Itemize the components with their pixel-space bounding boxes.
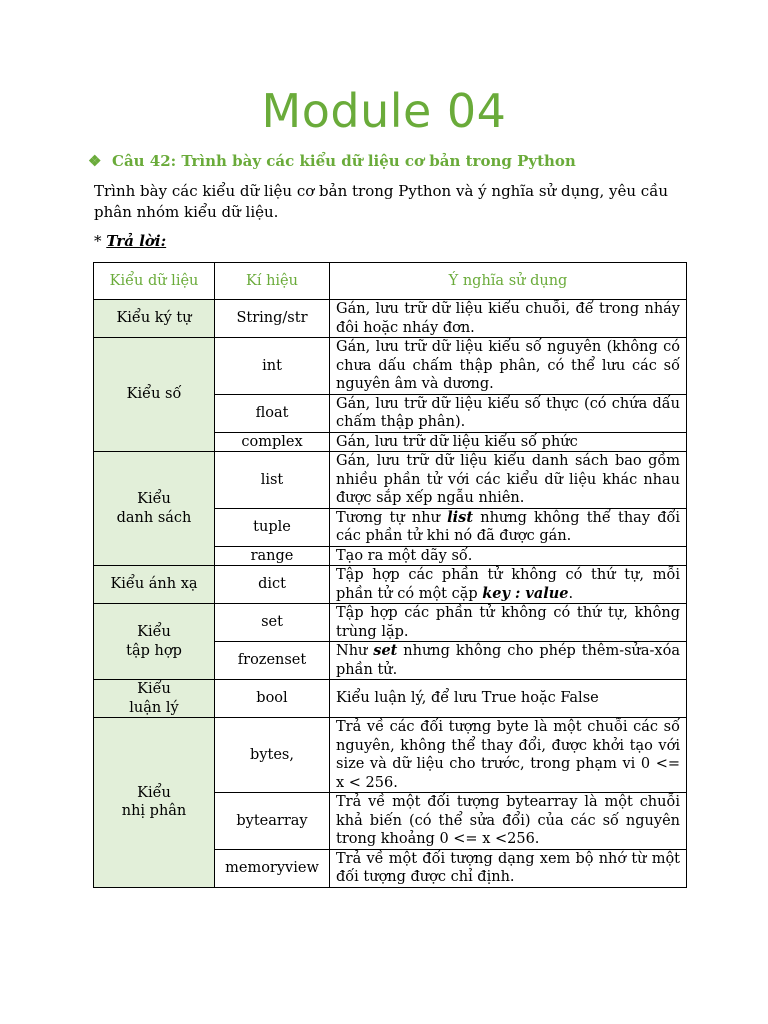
question-heading: [88, 152, 576, 170]
cat-binary-line2: nhị phân: [121, 803, 187, 820]
diamond-bullet-icon: ❖: [88, 152, 102, 170]
cat-set-line2: tập hợp: [126, 642, 182, 659]
table-row: [94, 566, 687, 604]
table-row: [94, 452, 687, 509]
header-meaning: Ý nghĩa sử dụng: [330, 263, 687, 300]
table-row: [94, 604, 687, 642]
table-header-row: [94, 263, 687, 300]
meaning-cell: Gán, lưu trữ dữ liệu kiểu số thực (có chứa dấu chấm thập phân).: [330, 394, 687, 432]
cat-binary: [94, 718, 215, 888]
cat-list-line1: Kiểu: [137, 491, 171, 507]
meaning-cell: Trả về các đối tượng byte là một chuỗi các số nguyên, không thể thay đổi, được khởi tạo với size và dữ liệu cho trước, trong phạm vi 0 <= x < 256.: [330, 718, 687, 793]
header-symbol: Kí hiệu: [215, 263, 330, 300]
question-text: Câu 42: Trình bày các kiểu dữ liệu cơ bản trong Python: [112, 152, 576, 170]
meaning-text: nhưng không cho phép thêm-sửa-xóa phần tử.: [336, 643, 680, 678]
meaning-cell: Tạo ra một dãy số.: [330, 546, 687, 566]
symbol-cell: set: [215, 604, 330, 642]
symbol-cell: tuple: [215, 508, 330, 546]
meaning-text: nhưng không thể thay đổi các phần tử khi nó đã được gán.: [336, 509, 680, 544]
meaning-cell: Gán, lưu trữ dữ liệu kiểu số phức: [330, 432, 687, 452]
module-title: Module 04: [261, 84, 507, 138]
symbol-cell: String/str: [215, 300, 330, 338]
meaning-cell: [330, 566, 687, 604]
symbol-cell: bool: [215, 680, 330, 718]
cat-str: Kiểu ký tự: [94, 300, 215, 338]
answer-heading: Trả lời:: [106, 232, 167, 250]
cat-map: Kiểu ánh xạ: [94, 566, 215, 604]
meaning-cell: Trả về một đối tượng dạng xem bộ nhớ từ một đối tượng được chỉ định.: [330, 849, 687, 887]
meaning-cell: [330, 642, 687, 680]
table-row: [94, 718, 687, 793]
data-types-table: [93, 262, 687, 888]
table-row: [94, 680, 687, 718]
symbol-cell: bytes,: [215, 718, 330, 793]
table-row: [94, 300, 687, 338]
meaning-cell: Gán, lưu trữ dữ liệu kiểu chuỗi, để trong nháy đôi hoặc nháy đơn.: [330, 300, 687, 338]
meaning-text: .: [568, 585, 574, 602]
symbol-cell: bytearray: [215, 793, 330, 850]
header-type: Kiểu dữ liệu: [94, 263, 215, 300]
meaning-emphasis: key : value: [482, 584, 569, 602]
meaning-cell: [330, 508, 687, 546]
cat-list-line2: danh sách: [116, 509, 192, 526]
meaning-cell: Gán, lưu trữ dữ liệu kiểu số nguyên (không có chưa dấu chấm thập phân, có thể lưu các số nguyên âm và dương.: [330, 338, 687, 395]
meaning-text: Tương tự như: [336, 509, 448, 526]
meaning-emphasis: list: [447, 508, 474, 526]
symbol-cell: dict: [215, 566, 330, 604]
symbol-cell: float: [215, 394, 330, 432]
cat-bool: [94, 680, 215, 718]
meaning-cell: Tập hợp các phần tử không có thứ tự, không trùng lặp.: [330, 604, 687, 642]
symbol-cell: range: [215, 546, 330, 566]
meaning-text: Tập hợp các phần tử không có thứ tự, mỗi phần tử có một cặp: [336, 567, 680, 602]
cat-bool-line1: Kiểu: [137, 681, 171, 697]
cat-number: Kiểu số: [94, 338, 215, 452]
symbol-cell: int: [215, 338, 330, 395]
symbol-cell: list: [215, 452, 330, 509]
answer-prefix: *: [94, 232, 107, 250]
symbol-cell: memoryview: [215, 849, 330, 887]
symbol-cell: frozenset: [215, 642, 330, 680]
cat-list: [94, 452, 215, 566]
cat-set: [94, 604, 215, 680]
answer-label: [94, 232, 166, 250]
meaning-text: Như: [336, 643, 374, 659]
intro-paragraph: Trình bày các kiểu dữ liệu cơ bản trong Python và ý nghĩa sử dụng, yêu cầu phân nhóm kiểu dữ liệu.: [94, 182, 669, 221]
cat-binary-line1: Kiểu: [137, 784, 171, 801]
cat-bool-line2: luận lý: [129, 699, 179, 716]
meaning-cell: Trả về một đối tượng bytearray là một chuỗi khả biến (có thể sửa đổi) của các số nguyên trong khoảng 0 <= x <256.: [330, 793, 687, 850]
meaning-cell: Gán, lưu trữ dữ liệu kiểu danh sách bao gồm nhiều phần tử với các kiểu dữ liệu khác nhau được sắp xếp ngẫu nhiên.: [330, 452, 687, 509]
symbol-cell: complex: [215, 432, 330, 452]
meaning-emphasis: set: [373, 642, 398, 659]
meaning-cell: Kiểu luận lý, để lưu True hoặc False: [330, 680, 687, 718]
table-row: [94, 338, 687, 395]
cat-set-line1: Kiểu: [137, 624, 171, 640]
